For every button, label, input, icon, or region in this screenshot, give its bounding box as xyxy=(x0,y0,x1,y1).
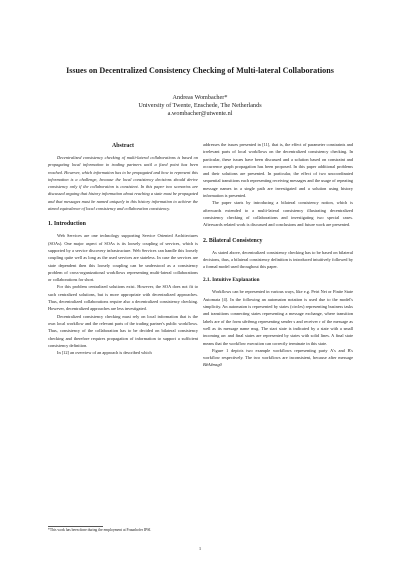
intuitive-paragraph xyxy=(203,347,353,369)
intro-paragraph: Web Services are one technology supporting Service Oriented Architectures (SOAs). One major aspect of SOAs is its loosely coupling of services, which is supported by a service discovery infrastructure. Web Services can handle this loosely coupling quite well as long as the used services are stateless. In case the services are state dependent then this loosely coupling can be understood as a consistency problem of cross-organizational workflows representing multi-lateral collaborations or collaborations for short. xyxy=(48,233,198,283)
right-column xyxy=(203,141,353,369)
abstract-heading: Abstract xyxy=(112,143,134,149)
left-column xyxy=(48,142,198,356)
intro-paragraph: The paper starts by introducing a bilateral consistency notion, which is afterwards extended to a multi-lateral consistency illustrating decentralized consistency checking of collaborations and investigating two special cases. Afterwards related work is discussed and conclusions and future work are presented. xyxy=(203,200,353,228)
author-email: a.wombacher@utwente.nl xyxy=(167,110,233,117)
text-run: Figure 1 depicts two example workflows representing party A's and B's workflow respectively. The two workflows are inconsistent, because after message xyxy=(203,347,353,361)
footnote-rule xyxy=(48,526,103,527)
intro-paragraph: For this problem centralized solutions exist. However, the SOA does not fit to such centralized solutions, but is more appropriate with decentralized approaches. Thus, decentralized collaborations require also a decentralized consistency checking. However, decentralized approaches are less investigated. xyxy=(48,284,198,312)
paper-title: Issues on Decentralized Consistency Checking of Multi-lateral Collaborations xyxy=(66,66,334,75)
page-number: 1 xyxy=(198,546,202,551)
footnote: *This work has been done during the employment at Fraunhofer IPSI. xyxy=(48,528,152,532)
intuitive-paragraph xyxy=(203,288,353,346)
math-inline: s#r#msg xyxy=(242,318,257,324)
text-run: Workflows can be represented in various ways, like e.g. Petri Net or Finite State Automata [4]. In the following an automaton notation is used due to the model's simplicity. An automaton is represented by states (circles) representing business tasks and transitions connecting states representing a message exchange, where transition labels are of the form xyxy=(203,289,353,324)
abstract-text: Decentralized consistency checking of multi-lateral collaborations is based on propagating local information to trading partners until a fixed point has been reached. However, which information has to be propagated and how to represent this information is a challenge, because the local consistency decisions should derive consistency only if the collaboration is consistent. In this paper two scenarios are discussed arguing that history information about reaching a state must be propagated and that messages must be named uniquely in this history information to achieve the aimed equivalence of local consistency and collaboration consistency. xyxy=(48,155,198,212)
author-block xyxy=(0,94,400,118)
section-heading-introduction: 1. Introduction xyxy=(48,221,86,228)
math-inline: B#A#msg0 xyxy=(203,362,222,368)
intro-paragraph: In [12] an overview of an approach is described which xyxy=(57,350,152,356)
section-heading-bilateral-consistency: 2. Bilateral Consistency xyxy=(203,237,263,244)
subsection-heading-intuitive-explanation: 2.1. Intuitive Explanation xyxy=(203,277,260,284)
intro-paragraph-continued: addresses the issues presented in [11], that is, the effect of parameter constraints and irrelevant parts of local workflows on the decentralized consistency checking. In particular, these issues have been discussed and a solution based on constraint and occurrence graph propagation has been proposed. In this paper additional problems and their solutions are presented. In particular, the effect of two uncoordinated sequential transitions each representing receiving messages and the usage of repeating message names in a single path are investigated and a solution using history information is presented. xyxy=(203,142,353,199)
bilateral-paragraph: As stated above, decentralized consistency checking has to be based on bilateral decisions, thus, a bilateral consistency definition is introduced intuitively followed by a formal model used throughout this paper. xyxy=(203,249,353,270)
text-run: representing sender s and receiver r of the message as well as its message name msg. The start state is indicated by a state with a small incoming arc and final states are represented by states with solid lines. A final state means that the workflow execution can correctly terminate in this state. xyxy=(203,318,353,346)
author-name: Andreas Wombacher* xyxy=(172,94,228,101)
author-affiliation: University of Twente, Enschede, The Netherlands xyxy=(138,102,262,109)
intro-paragraph: Decentralized consistency checking must rely on local information that is the own local workflow and the relevant parts of the trading partner's public workflows. Thus, consistency of the collaboration has to be decided on bilateral consistency checking and therefore requires propagation of information to support a sufficient consistency definition. xyxy=(48,313,198,348)
